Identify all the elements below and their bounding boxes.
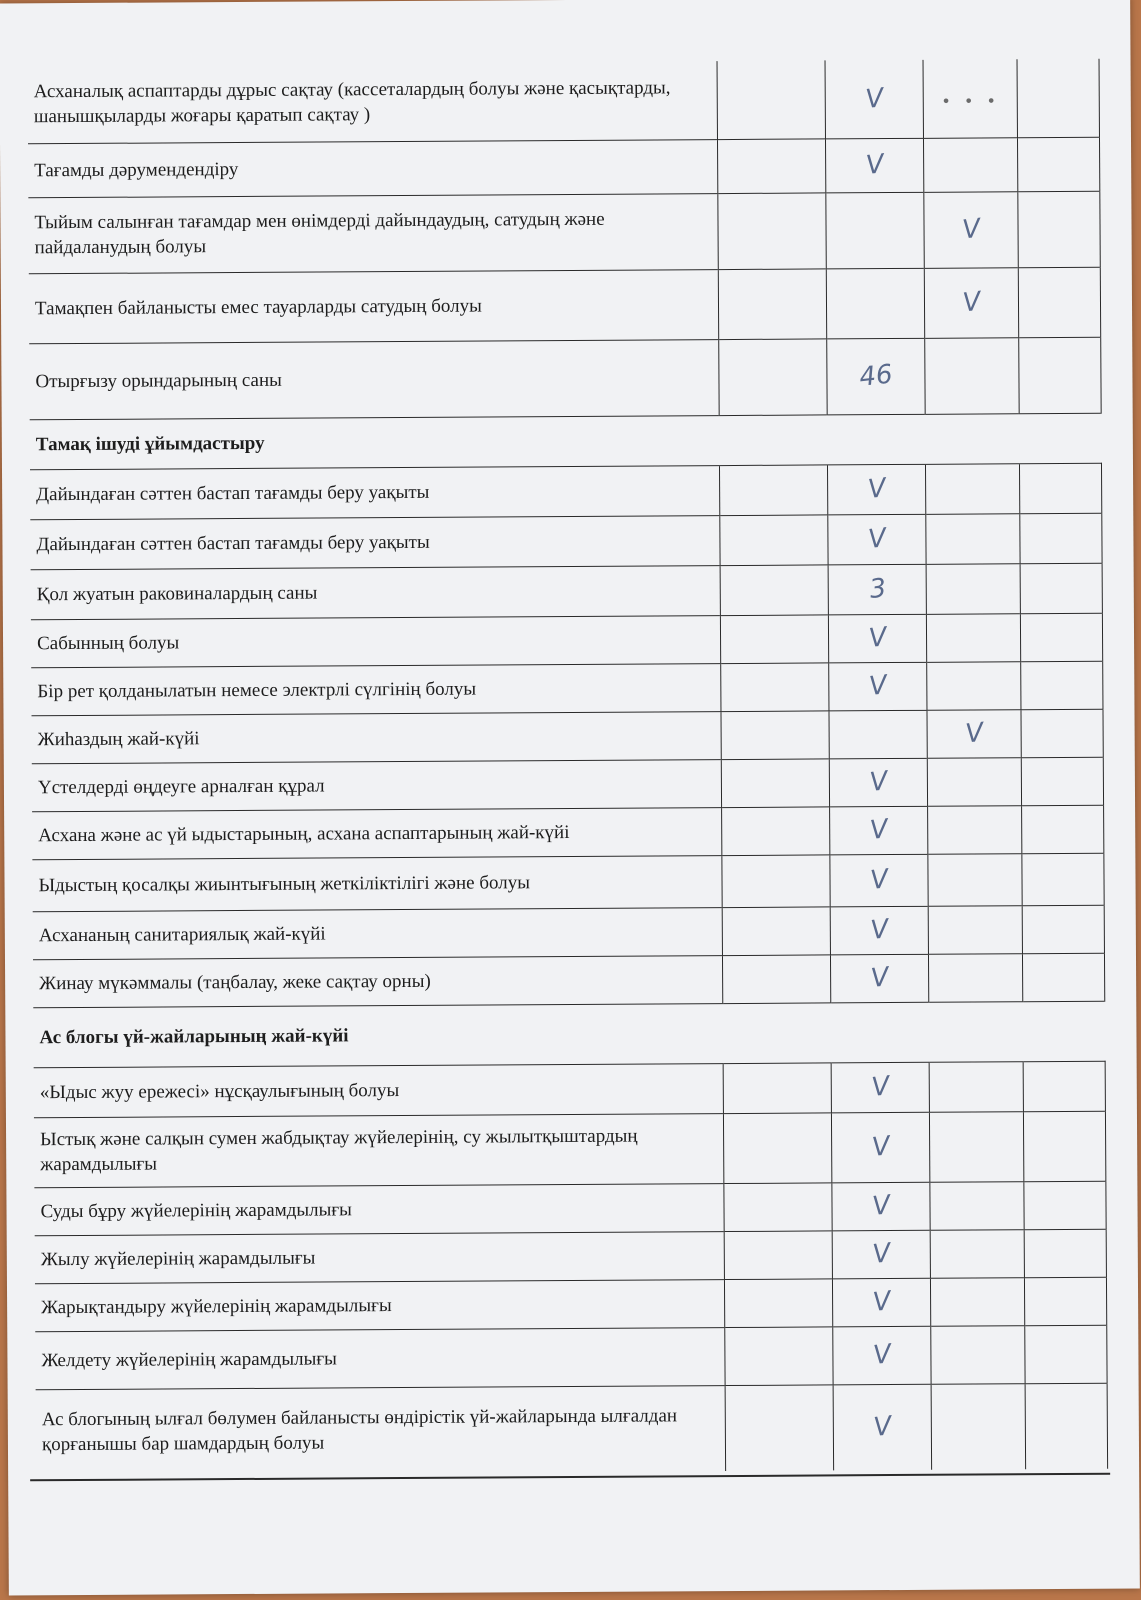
criterion-label: Суды бұру жүйелерінің жарамдылығы [34, 1183, 724, 1235]
criterion-label: Дайындаған сәттен бастап тағамды беру уақыты [30, 515, 720, 569]
mark-cell-col-2 [830, 758, 928, 807]
mark-cell-col-2 [832, 1182, 930, 1231]
criterion-label: Қол жуатын раковиналардың саны [31, 565, 721, 619]
mark-cell-col-3 [927, 613, 1021, 662]
section-header-row [33, 1001, 1105, 1068]
handwritten-check-mark: V [868, 766, 890, 799]
mark-cell-col-2 [828, 514, 926, 565]
table-row [31, 709, 1103, 764]
mark-cell-col-2 [834, 1384, 932, 1471]
table-row [31, 613, 1103, 668]
handwritten-check-mark: V [868, 864, 890, 897]
mark-cell-col-4 [1024, 1181, 1106, 1229]
handwritten-check-mark: V [871, 1339, 893, 1371]
mark-cell-col-2 [829, 614, 927, 663]
handwritten-check-mark: V [867, 622, 889, 655]
mark-cell-col-3 [925, 337, 1019, 414]
mark-cell-col-2 [832, 1062, 930, 1113]
mark-cell-col-4 [1018, 191, 1100, 267]
criterion-label: Асхана және ас үй ыдыстарының, асхана аспаптарының жай-күйі [32, 807, 722, 859]
handwritten-check-mark: V [963, 717, 985, 750]
mark-cell-col-2 [831, 954, 929, 1003]
criterion-label: Үстелдерді өңдеуге арналған құрал [32, 759, 722, 811]
handwritten-check-mark: V [866, 523, 888, 556]
table-row [32, 853, 1104, 912]
mark-cell-col-3 [928, 757, 1022, 806]
mark-cell-col-3 [923, 59, 1017, 138]
handwritten-check-mark: V [864, 149, 886, 182]
table-row [35, 1229, 1107, 1284]
table-row [35, 1277, 1107, 1332]
handwritten-check-mark: V [869, 914, 891, 946]
handwritten-check-mark: V [866, 473, 888, 506]
table-row [30, 513, 1102, 570]
mark-cell-col-2 [830, 854, 928, 907]
criterion-label: Бір рет қолданылатын немесе электрлі сүлгінің болуы [31, 663, 721, 715]
mark-cell-col-1 [724, 1230, 832, 1279]
mark-cell-col-1 [725, 1278, 833, 1327]
mark-cell-col-3 [928, 853, 1022, 906]
mark-cell-col-1 [721, 662, 829, 711]
section-title: Ас блогы үй-жайларының жай-күйі [33, 1001, 1105, 1068]
table-row [34, 1111, 1106, 1188]
mark-cell-col-2 [825, 60, 923, 139]
mark-cell-col-3 [931, 1277, 1025, 1326]
mark-cell-col-3 [932, 1383, 1026, 1470]
mark-cell-col-3 [931, 1229, 1025, 1278]
mark-cell-col-2 [827, 338, 925, 415]
mark-cell-col-2 [826, 138, 924, 193]
criterion-label: Асханалық аспаптарды дұрыс сақтау (кассеталардың болуы және қасықтарды, шанышқыларды жоғары қаратып сақтау ) [33, 77, 671, 128]
mark-cell-col-4 [1022, 757, 1104, 805]
handwritten-mark: • • • [941, 91, 1000, 111]
mark-cell-col-2 [832, 1112, 930, 1183]
table-row [29, 337, 1101, 420]
criterion-label: Ас блогының ылғал бөлумен байланысты өндірістік үй-жайларында ылғалдан қорғанышы бар шамдардың болуы [36, 1385, 726, 1475]
mark-cell-col-1 [725, 1384, 834, 1471]
mark-cell-col-3 [927, 709, 1021, 758]
mark-cell-col-1 [723, 1062, 831, 1113]
criterion-label: Дайындаған сәттен бастап тағамды беру уақыты [30, 465, 720, 519]
mark-cell-col-2 [827, 268, 925, 339]
table-row [34, 1181, 1106, 1236]
mark-cell-col-3 [924, 191, 1018, 268]
mark-cell-col-1 [724, 1112, 833, 1183]
mark-cell-col-4 [1023, 953, 1105, 1001]
table-row [36, 1383, 1108, 1476]
mark-cell-col-2 [833, 1230, 931, 1279]
table-row [34, 1061, 1106, 1118]
mark-cell-col-4 [1020, 563, 1102, 613]
mark-cell-col-1 [719, 268, 828, 339]
mark-cell-col-4 [1022, 905, 1104, 953]
mark-cell-col-3 [931, 1325, 1025, 1384]
criterion-label: Ыстық және салқын сумен жабдықтау жүйелерінің, су жылытқыштардың жарамдылығы [34, 1113, 724, 1187]
table-row [29, 267, 1101, 344]
mark-cell-col-2 [830, 806, 928, 855]
inspection-checklist-table [28, 59, 1109, 1476]
mark-cell-col-1 [720, 464, 828, 515]
handwritten-check-mark: V [960, 213, 982, 246]
table-row [31, 661, 1103, 716]
mark-cell-col-1 [721, 710, 829, 759]
handwritten-check-mark: V [870, 1071, 892, 1103]
handwritten-check-mark: V [870, 1190, 892, 1222]
mark-cell-col-4 [1019, 337, 1101, 413]
criterion-label: Ыдыстың қосалқы жиынтығының жеткіліктілігі және болуы [32, 855, 722, 911]
handwritten-check-mark: V [869, 962, 891, 994]
mark-cell-col-3 [928, 805, 1022, 854]
mark-cell-col-2 [833, 1278, 931, 1327]
mark-cell-col-2 [831, 906, 929, 955]
mark-cell-col-2 [828, 464, 926, 515]
table-row [35, 1325, 1107, 1390]
mark-cell-col-4 [1024, 1111, 1106, 1181]
criterion-label: Сабынның болуы [31, 615, 721, 667]
table-row [33, 905, 1105, 960]
mark-cell-col-4 [1020, 513, 1102, 563]
section-header-row [30, 413, 1102, 470]
mark-cell-col-2 [829, 662, 927, 711]
mark-cell-col-1 [720, 564, 828, 615]
table-row [28, 191, 1100, 274]
mark-cell-col-3 [930, 1061, 1024, 1112]
mark-cell-col-4 [1021, 613, 1103, 661]
mark-cell-col-3 [930, 1111, 1024, 1182]
mark-cell-col-4 [1025, 1383, 1107, 1469]
mark-cell-col-1 [721, 614, 829, 663]
criterion-label: «Ыдыс жуу ережесі» нұсқаулығының болуы [34, 1063, 724, 1117]
mark-cell-col-1 [722, 758, 830, 807]
mark-cell-col-3 [929, 953, 1023, 1002]
mark-cell-col-4 [1025, 1325, 1107, 1383]
mark-cell-col-1 [722, 854, 830, 907]
criterion-label: Жинау мүкәммалы (таңбалау, жеке сақтау орны) [33, 955, 723, 1007]
mark-cell-col-1 [718, 138, 826, 193]
mark-cell-col-4 [1019, 267, 1101, 337]
handwritten-check-mark: V [864, 82, 886, 115]
criterion-label: Отырғызу орындарының саны [29, 339, 719, 419]
table-row [32, 757, 1104, 812]
handwritten-check-mark: V [870, 1131, 892, 1163]
mark-cell-col-1 [720, 514, 828, 565]
criterion-label: Жарықтандыру жүйелерінің жарамдылығы [35, 1279, 725, 1331]
handwritten-check-mark: V [871, 1238, 893, 1270]
criterion-label: Тыйым салынған тағамдар мен өнімдерді дайындаудың, сатудың және пайдаланудың болуы [28, 193, 718, 273]
mark-cell-col-4 [1024, 1229, 1106, 1277]
table-row [28, 137, 1100, 198]
criterion-label: Желдету жүйелерінің жарамдылығы [35, 1327, 725, 1389]
mark-cell-col-3 [926, 463, 1020, 514]
handwritten-mark: 3 [867, 573, 888, 605]
handwritten-check-mark: V [872, 1411, 894, 1444]
table-row [32, 805, 1104, 860]
mark-cell-col-3 [925, 267, 1019, 338]
mark-cell-col-4 [1022, 805, 1104, 853]
handwritten-check-mark: V [868, 814, 890, 847]
mark-cell-col-2 [826, 192, 924, 269]
mark-cell-col-1 [722, 806, 830, 855]
handwritten-check-mark: V [961, 286, 983, 319]
mark-cell-col-3 [924, 137, 1018, 192]
mark-cell-col-2 [833, 1326, 931, 1385]
mark-cell-col-1 [717, 60, 826, 139]
table-row [33, 953, 1105, 1008]
mark-cell-col-4 [1020, 463, 1102, 513]
mark-cell-col-2 [829, 564, 927, 615]
section-title: Тамақ ішуді ұйымдастыру [30, 413, 1102, 470]
table-row [31, 563, 1103, 620]
table-row [28, 59, 1100, 144]
mark-cell-col-3 [926, 513, 1020, 564]
mark-cell-col-3 [929, 905, 1023, 954]
mark-cell-col-3 [927, 563, 1021, 614]
mark-cell-col-1 [725, 1326, 834, 1385]
handwritten-mark: 46 [858, 359, 895, 393]
mark-cell-col-1 [719, 338, 828, 415]
mark-cell-col-4 [1025, 1277, 1107, 1325]
mark-cell-col-2 [829, 710, 927, 759]
mark-cell-col-1 [724, 1182, 832, 1231]
mark-cell-col-1 [718, 192, 827, 269]
mark-cell-col-1 [723, 906, 831, 955]
criterion-label: Тамақпен байланысты емес тауарларды сатудың болуы [29, 269, 719, 343]
mark-cell-col-4 [1018, 137, 1100, 191]
table-row [30, 463, 1102, 520]
mark-cell-col-3 [927, 661, 1021, 710]
handwritten-check-mark: V [871, 1286, 893, 1318]
handwritten-check-mark: V [867, 670, 889, 703]
mark-cell-col-1 [723, 954, 831, 1003]
mark-cell-col-3 [930, 1181, 1024, 1230]
mark-cell-col-4 [1022, 853, 1104, 905]
criterion-label: Асхананың санитариялық жай-күйі [33, 907, 723, 959]
criterion-label: Тағамды дәрумендендіру [28, 139, 718, 197]
mark-cell-col-4 [1023, 1061, 1105, 1111]
mark-cell-col-4 [1017, 59, 1099, 137]
criterion-label: Жылу жүйелерінің жарамдылығы [35, 1231, 725, 1283]
mark-cell-col-4 [1021, 709, 1103, 757]
criterion-label: Жиһаздың жай-күйі [31, 711, 721, 763]
mark-cell-col-4 [1021, 661, 1103, 709]
